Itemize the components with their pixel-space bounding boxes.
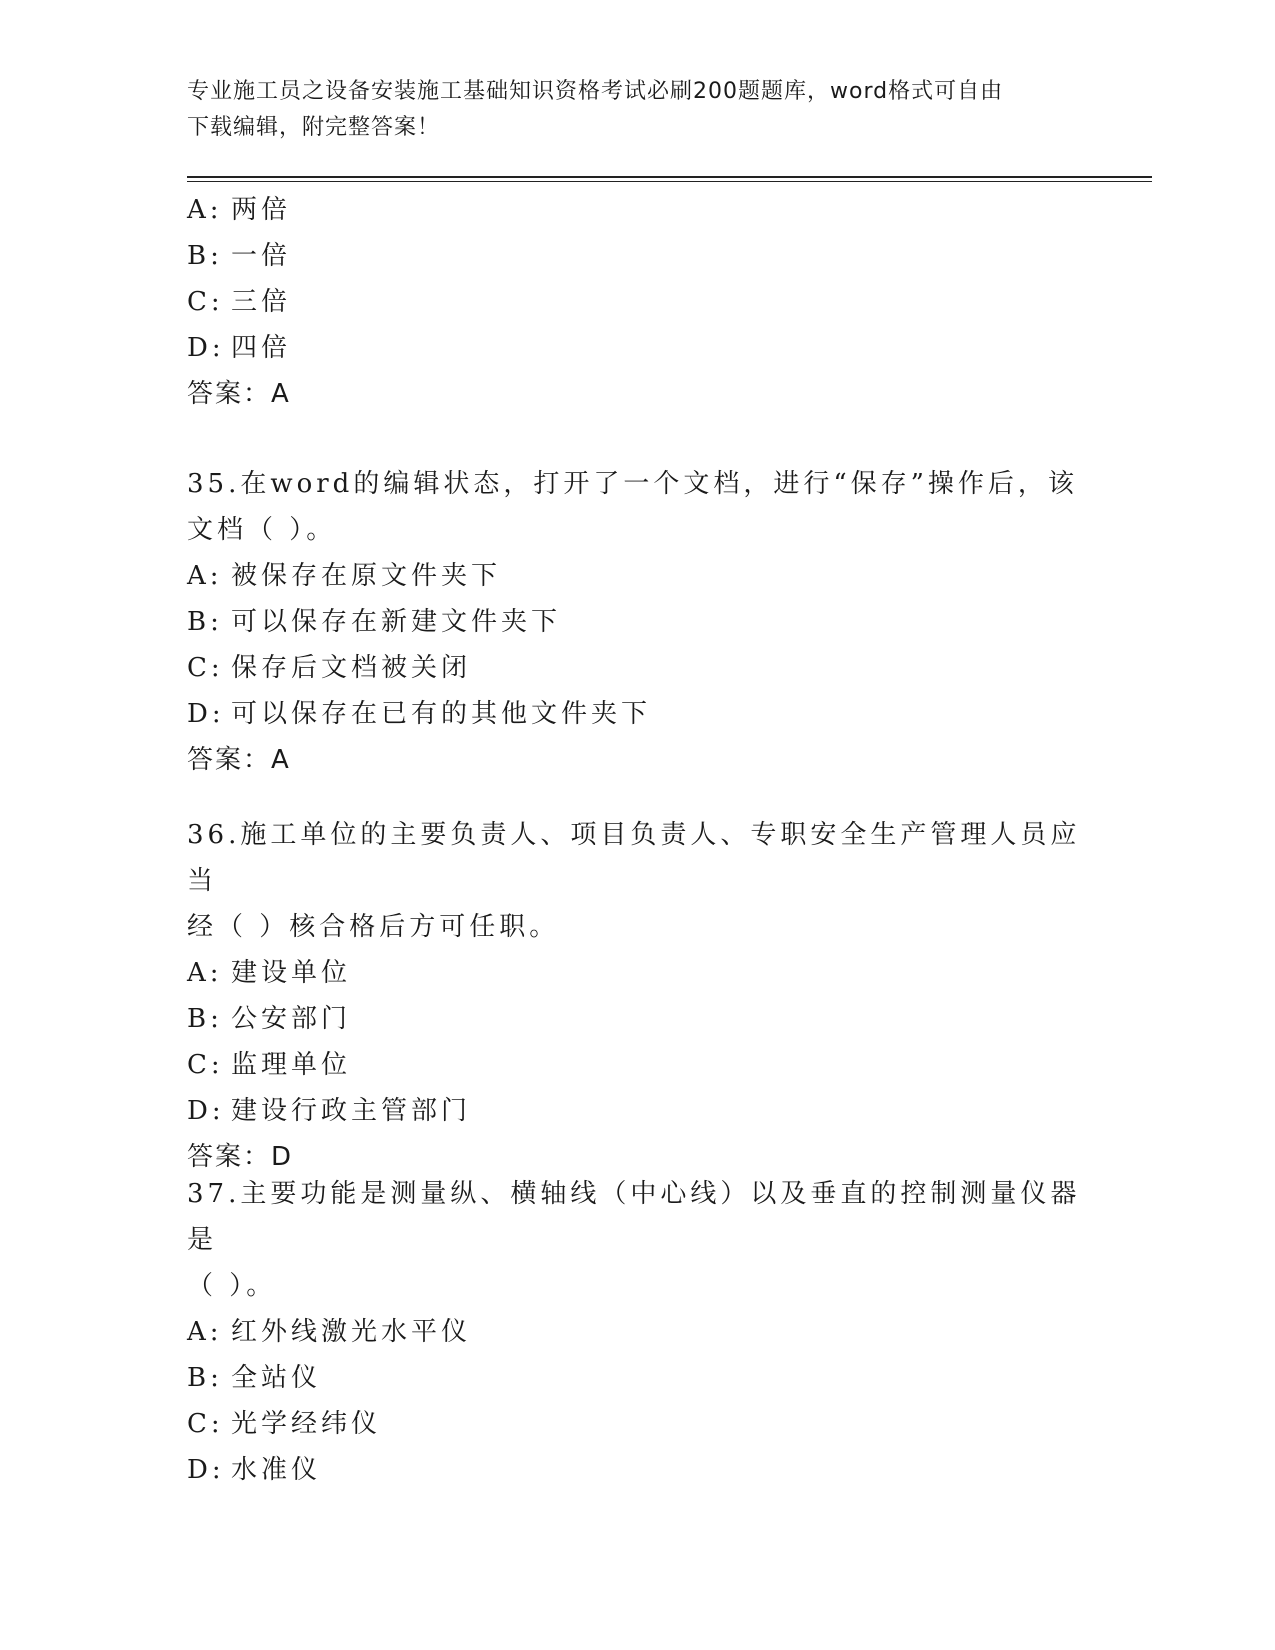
question-stem (187, 812, 1087, 950)
option-letter: D: (187, 699, 225, 729)
header-line-1: 专业施工员之设备安装施工基础知识资格考试必刷200题题库，word格式可自由 (187, 79, 1004, 104)
option-c (187, 645, 1087, 691)
stem-line-2: 经（ ）核合格后方可任职。 (187, 912, 560, 942)
option-text: 公安部门 (231, 1004, 352, 1034)
option-text: 红外线激光水平仪 (231, 1317, 472, 1347)
option-letter: B: (187, 241, 223, 271)
option-text: 三倍 (231, 287, 292, 317)
question-34 (187, 187, 1087, 417)
option-letter: D: (187, 1096, 225, 1126)
option-text: 建设行政主管部门 (231, 1096, 472, 1126)
stem-line-2: （ ）。 (187, 1271, 277, 1301)
option-text: 水准仪 (231, 1455, 322, 1485)
option-b (187, 1355, 1087, 1401)
question-36 (187, 812, 1087, 1180)
option-letter: C: (187, 1409, 224, 1439)
option-letter: D: (187, 333, 225, 363)
option-text: 保存后文档被关闭 (231, 653, 472, 683)
option-b (187, 599, 1087, 645)
option-b (187, 996, 1087, 1042)
option-d (187, 1088, 1087, 1134)
question-stem (187, 461, 1087, 553)
option-c (187, 1042, 1087, 1088)
option-letter: B: (187, 1363, 223, 1393)
header-divider-thin (187, 181, 1152, 182)
option-a (187, 1309, 1087, 1355)
option-d (187, 1447, 1087, 1493)
answer: 答案：A (187, 745, 291, 775)
option-text: 可以保存在新建文件夹下 (231, 607, 562, 637)
option-d (187, 325, 1087, 371)
option-text: 光学经纬仪 (231, 1409, 382, 1439)
option-text: 监理单位 (231, 1050, 352, 1080)
option-a (187, 187, 1087, 233)
option-text: 建设单位 (231, 958, 352, 988)
option-letter: B: (187, 607, 223, 637)
option-a (187, 553, 1087, 599)
option-d (187, 691, 1087, 737)
option-c (187, 279, 1087, 325)
question-37 (187, 1171, 1087, 1493)
header-line-2: 下载编辑，附完整答案！ (187, 115, 441, 140)
option-c (187, 1401, 1087, 1447)
document-header (187, 74, 1087, 146)
option-letter: A: (187, 561, 223, 591)
option-letter: C: (187, 653, 224, 683)
option-text: 可以保存在已有的其他文件夹下 (231, 699, 652, 729)
option-letter: C: (187, 1050, 224, 1080)
option-text: 两倍 (231, 195, 292, 225)
option-b (187, 233, 1087, 279)
stem-line-1: 36.施工单位的主要负责人、项目负责人、专职安全生产管理人员应当 (187, 820, 1081, 896)
option-text: 全站仪 (231, 1363, 322, 1393)
option-a (187, 950, 1087, 996)
option-letter: A: (187, 958, 223, 988)
option-letter: A: (187, 1317, 223, 1347)
header-divider-thick (187, 176, 1152, 178)
question-35 (187, 461, 1087, 783)
option-letter: A: (187, 195, 223, 225)
option-letter: B: (187, 1004, 223, 1034)
answer: 答案：D (187, 1142, 294, 1172)
stem-line-2: 文档（ ）。 (187, 515, 337, 545)
option-text: 被保存在原文件夹下 (231, 561, 502, 591)
answer: 答案：A (187, 379, 291, 409)
option-text: 一倍 (231, 241, 292, 271)
stem-line-1: 37.主要功能是测量纵、横轴线（中心线）以及垂直的控制测量仪器是 (187, 1179, 1081, 1255)
option-letter: D: (187, 1455, 225, 1485)
option-text: 四倍 (231, 333, 292, 363)
option-letter: C: (187, 287, 224, 317)
stem-line-1: 35.在word的编辑状态，打开了一个文档，进行“保存”操作后，该 (187, 469, 1078, 499)
question-stem (187, 1171, 1087, 1309)
